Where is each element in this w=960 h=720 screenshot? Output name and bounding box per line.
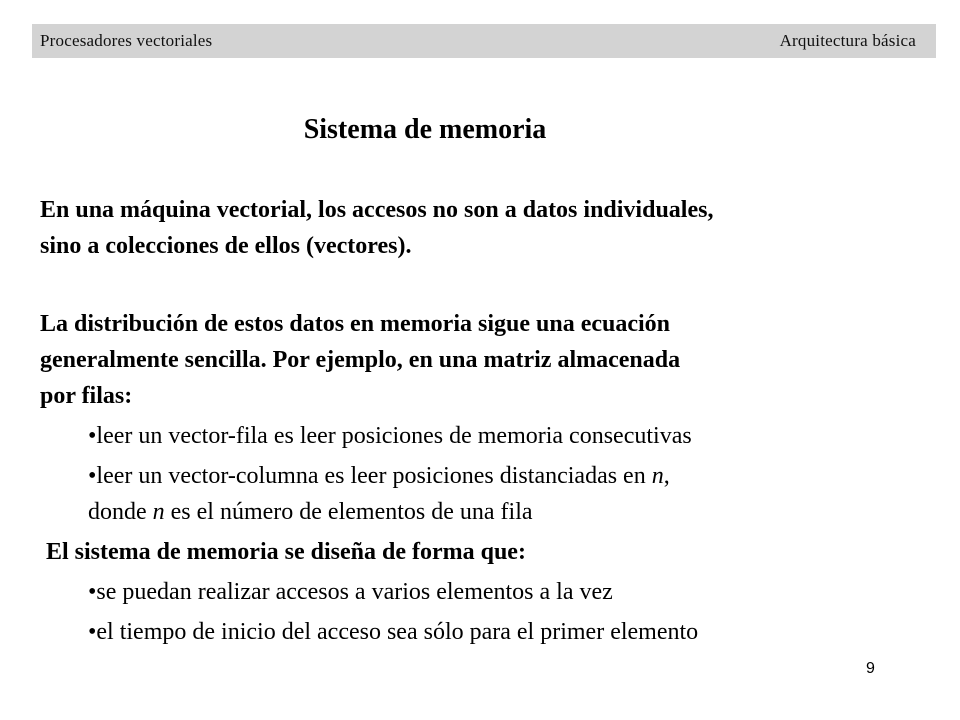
header-left-label: Procesadores vectoriales — [40, 31, 213, 50]
bullet-cont-before: donde — [88, 499, 153, 525]
bullet-column-text: •leer un vector-columna es leer posiciones distanciadas en — [88, 463, 652, 489]
paragraph-distribution-3: por filas: — [40, 383, 133, 409]
slide-title: Sistema de memoria — [303, 114, 547, 145]
bullet-cont-after: es el número de elementos de una fila — [164, 499, 533, 525]
header-bar — [32, 24, 936, 58]
bullet-column-vector — [88, 458, 670, 494]
variable-n: n — [651, 463, 664, 489]
bullet-multiple-access: •se puedan realizar accesos a varios elementos a la vez — [88, 579, 613, 605]
paragraph-vector-access-1: En una máquina vectorial, los accesos no son a datos individuales, — [40, 197, 714, 223]
bullet-row-vector: •leer un vector-fila es leer posiciones de memoria consecutivas — [88, 423, 692, 449]
paragraph-vector-access-2: sino a colecciones de ellos (vectores). — [40, 233, 412, 259]
header-right-label: Arquitectura básica — [779, 31, 916, 50]
bullet-column-continuation — [88, 494, 533, 530]
page-number: 9 — [866, 660, 875, 677]
bullet-start-time: •el tiempo de inicio del acceso sea sólo para el primer elemento — [88, 619, 699, 645]
paragraph-distribution-2: generalmente sencilla. Por ejemplo, en una matriz almacenada — [40, 347, 681, 373]
bullet-column-comma: , — [663, 463, 670, 489]
variable-n-2: n — [152, 499, 165, 525]
paragraph-distribution-1: La distribución de estos datos en memoria sigue una ecuación — [40, 311, 671, 337]
paragraph-memory-design: El sistema de memoria se diseña de forma que: — [40, 539, 526, 565]
